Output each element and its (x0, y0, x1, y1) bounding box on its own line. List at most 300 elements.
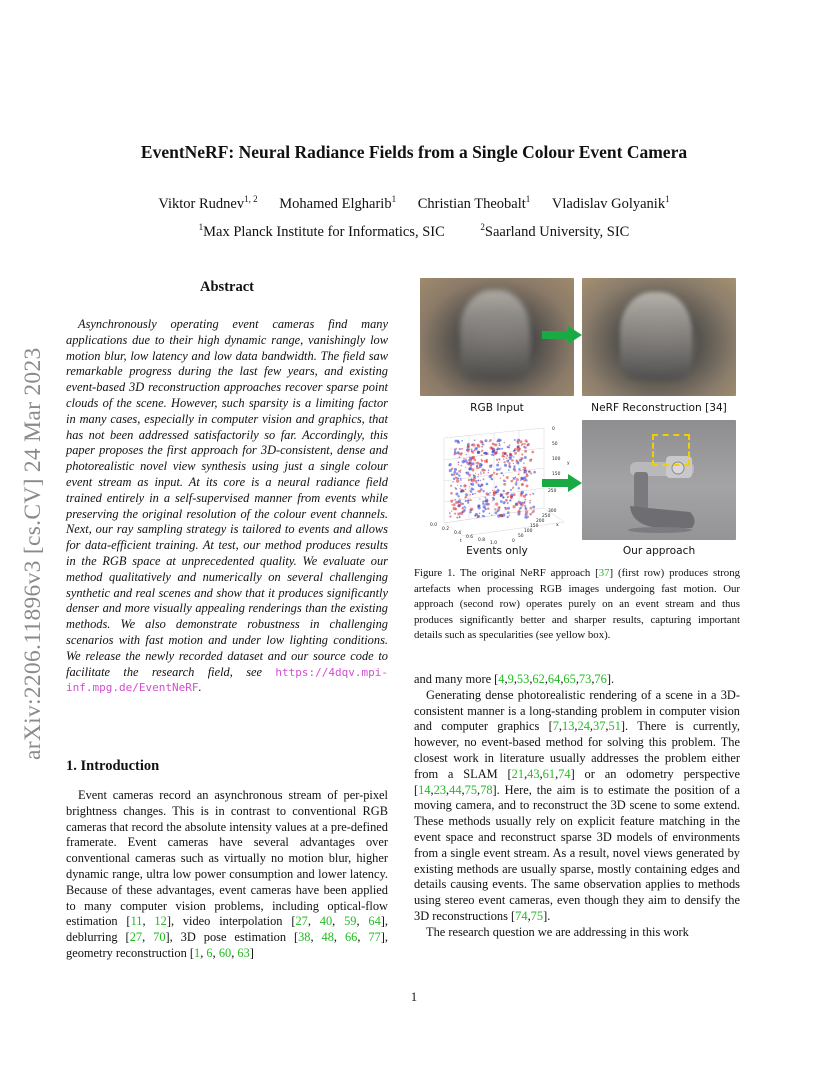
event-point (474, 459, 477, 462)
event-point (515, 481, 517, 483)
event-point (489, 446, 492, 449)
event-point (455, 488, 457, 490)
event-point (457, 495, 459, 497)
paper-title: EventNeRF: Neural Radiance Fields from a Single Colour Event Camera (140, 142, 688, 162)
event-point (482, 490, 484, 492)
event-point (493, 493, 496, 496)
x-tick: 250 (542, 514, 551, 519)
citation[interactable]: 24 (577, 719, 590, 734)
citation[interactable]: 14 (418, 782, 431, 797)
event-point (507, 502, 509, 504)
citation[interactable]: 74 (558, 766, 571, 781)
event-point (485, 508, 487, 510)
event-point (455, 508, 458, 511)
citation[interactable]: 63 (237, 945, 250, 960)
event-point (467, 502, 469, 504)
event-point (485, 499, 488, 502)
event-point (524, 505, 526, 507)
event-point (516, 478, 519, 481)
event-point (468, 479, 470, 481)
event-point (470, 478, 472, 480)
citation[interactable]: 27 (129, 930, 143, 945)
event-point (475, 513, 478, 516)
event-point (473, 474, 475, 476)
citation[interactable]: 37 (598, 567, 610, 579)
event-point (486, 483, 489, 486)
event-point (478, 451, 479, 452)
citation[interactable]: 59 (344, 914, 357, 929)
event-point (489, 441, 491, 443)
event-point (453, 478, 455, 480)
event-point (524, 499, 526, 501)
event-point (497, 489, 499, 491)
event-point (449, 463, 452, 466)
event-point (513, 449, 515, 451)
y-tick: 250 (548, 489, 557, 494)
figure-1 (414, 278, 744, 562)
event-point (460, 477, 462, 479)
event-point (465, 458, 466, 459)
event-point (488, 470, 490, 472)
author: Mohamed Elgharib$^1$ (279, 194, 397, 212)
event-point (491, 478, 494, 481)
citation[interactable]: 4 (498, 672, 505, 686)
event-point (465, 495, 467, 497)
event-point (525, 493, 527, 495)
event-point (460, 465, 462, 467)
event-point (501, 448, 503, 450)
event-point (481, 443, 483, 445)
event-point (457, 485, 458, 486)
intro-paragraph: Event cameras record an asynchronous stream of per-pixel brightness changes. This is in contrast to conventional RGB cameras that record the absolute intensity values at a pre-defined framerate. Event cameras have several advantages over conventional cameras such as virtually no motion blur, higher dynamic range, ultra low power consumption and lower latency. Because of these advantages, event cameras have been applied to many computer vision problems, including optical-flow estimation [11, 12], video interpolation [27, 40, 59, 64], deblurring [27, 70], 3D pose estimation [38, 48, 66, 77], geometry reconstruction [1, 6, 60, 63] (66, 788, 389, 960)
event-point (513, 465, 515, 467)
paragraph: The research question we are addressing in this work (426, 924, 689, 939)
affiliation: $^2$Saarland University, SIC (480, 222, 630, 240)
event-point (457, 441, 460, 444)
event-point (451, 473, 454, 476)
event-point (470, 499, 472, 501)
x-tick: 100 (524, 529, 533, 534)
event-point (513, 469, 515, 471)
event-point (492, 500, 493, 501)
author: Vladislav Golyanik$^1$ (551, 194, 670, 212)
label-rgb-input: RGB Input (470, 402, 524, 414)
event-point (493, 472, 495, 474)
event-point (513, 505, 516, 508)
event-point (498, 462, 499, 463)
event-point (479, 513, 481, 515)
paragraph: Generating dense photorealistic rendering of a scene in a 3D-consistent manner is a long-standing problem in computer vision and computer graphics [7,13,24,37,51]. There is currently, however, no event-based method for solving this problem. The closest work in literature usually addresses the problem either from a SLAM [21,43,61,74] or an odometry perspective [14,23,44,75,78]. Here, the aim is to estimate the position of a moving camera, and to reconstruct the 3D scene to some extend. These methods usually rely on explicit feature matching in the event space and reconstruct sparse 3D models of environments from a single event stream. As a result, novel views generated by existing methods are usually sparse, mostly containing edges and details causing events. The same observation applies to methods using stereo event cameras, even though they aim to densify the 3D reconstructions [74,75]. (414, 687, 740, 923)
citation[interactable]: 51 (608, 719, 621, 734)
event-point (469, 511, 471, 513)
event-point (532, 510, 535, 513)
event-point (474, 447, 477, 450)
event-point (467, 500, 469, 502)
event-point (492, 443, 495, 446)
event-point (469, 509, 471, 511)
event-point (450, 492, 453, 495)
event-point (484, 516, 486, 518)
citation[interactable]: 1 (194, 945, 201, 960)
event-point (480, 473, 482, 475)
event-point (518, 473, 520, 475)
event-point (496, 468, 499, 471)
event-point (515, 503, 518, 506)
event-point (466, 454, 467, 455)
event-point (524, 456, 527, 459)
event-point (531, 451, 534, 454)
event-point (517, 446, 520, 449)
event-point (506, 454, 508, 456)
arxiv-stamp (14, 282, 54, 762)
event-point (480, 472, 481, 473)
event-point (449, 469, 452, 472)
event-point (471, 483, 474, 486)
event-point (503, 475, 505, 477)
y-tick: 100 (552, 457, 561, 462)
event-point (457, 501, 459, 503)
figure-1-caption: Figure 1. The original NeRF approach [37] (first row) produces strong artefacts when processing RGB images undergoing fast motion. Our approach (second row) operates purely on an event stream and thus produces significantly better and sharper results, capturing important details such as specularities (see yellow box). (414, 567, 740, 641)
right-column-text (414, 672, 740, 941)
event-point (459, 453, 462, 456)
event-point (463, 458, 465, 460)
event-point (508, 469, 510, 471)
event-point (458, 461, 459, 462)
citation[interactable]: 9 (507, 672, 514, 686)
event-point (477, 444, 480, 447)
event-point (453, 473, 455, 475)
event-point (504, 442, 506, 444)
event-point (482, 500, 484, 502)
event-point (533, 471, 536, 474)
event-point (506, 476, 509, 479)
event-point (462, 507, 464, 509)
event-point (458, 474, 460, 476)
t-tick: 0.8 (478, 538, 485, 543)
event-point (449, 515, 451, 517)
event-point (530, 507, 533, 510)
author-list (0, 194, 828, 213)
event-point (509, 500, 511, 502)
event-point (504, 502, 505, 503)
abstract-heading: Abstract (200, 279, 254, 295)
event-point (459, 517, 461, 519)
event-point (473, 453, 474, 454)
citation[interactable]: 61 (542, 766, 556, 781)
event-point (519, 459, 522, 462)
event-point (514, 439, 516, 441)
event-point (480, 488, 482, 490)
x-tick: 50 (518, 534, 524, 539)
event-point (503, 456, 505, 458)
event-point (463, 460, 465, 462)
event-point (492, 490, 493, 491)
event-point (526, 484, 529, 487)
event-point (489, 513, 490, 514)
citation[interactable]: 37 (593, 719, 606, 734)
event-point (450, 500, 453, 503)
affiliation-list (0, 222, 828, 241)
event-point (507, 507, 510, 510)
event-point (455, 477, 456, 478)
event-point (522, 502, 523, 503)
event-point (513, 463, 514, 464)
nerf-reconstruction-image (582, 278, 736, 396)
event-point (469, 486, 470, 487)
event-point (524, 450, 527, 453)
event-point (498, 468, 500, 470)
event-point (471, 448, 473, 450)
event-point (528, 471, 530, 473)
citation[interactable]: 60 (218, 945, 232, 960)
event-point (528, 443, 529, 444)
event-point (471, 450, 473, 452)
event-point (477, 476, 478, 477)
citation[interactable]: 38 (298, 930, 311, 945)
event-point (477, 516, 479, 518)
section-heading-introduction: 1. Introduction (66, 758, 160, 774)
citation[interactable]: 48 (321, 930, 334, 945)
citation[interactable]: 66 (344, 930, 358, 945)
t-tick: 1.0 (490, 541, 497, 546)
event-point (517, 512, 520, 515)
event-point (523, 462, 525, 464)
event-point (476, 462, 479, 465)
event-point (519, 503, 520, 504)
event-point (460, 488, 461, 489)
event-point (487, 507, 490, 510)
event-point (529, 502, 531, 504)
event-point (454, 452, 457, 455)
citation[interactable]: 76 (594, 672, 607, 686)
event-point (515, 483, 516, 484)
citation[interactable]: 70 (153, 930, 166, 945)
citation[interactable]: 74 (515, 908, 528, 923)
arxiv-stamp-text: arXiv:2206.11896v3 [cs.CV] 24 Mar 2023 (20, 347, 46, 760)
event-point (496, 473, 498, 475)
event-point (460, 485, 462, 487)
x-tick: 0 (512, 539, 515, 544)
event-point (483, 478, 485, 480)
citation[interactable]: 78 (480, 782, 493, 797)
event-point (485, 439, 488, 442)
event-point (500, 500, 503, 503)
event-point (517, 442, 520, 445)
citation[interactable]: 7 (552, 719, 559, 734)
event-point (526, 444, 528, 446)
event-point (460, 469, 461, 470)
event-point (500, 467, 501, 468)
event-point (514, 452, 517, 455)
event-point (474, 493, 476, 495)
citation[interactable]: 64 (368, 914, 381, 929)
event-point (495, 503, 498, 506)
event-point (509, 444, 511, 446)
label-our-approach: Our approach (622, 545, 696, 557)
event-point (465, 500, 467, 502)
event-point (498, 443, 499, 444)
event-point (477, 480, 479, 482)
event-point (489, 492, 490, 493)
citation[interactable]: 65 (563, 672, 576, 686)
citation[interactable]: 75 (530, 908, 544, 923)
event-point (508, 460, 509, 461)
t-tick: 0.0 (430, 523, 437, 528)
event-point (472, 443, 475, 446)
event-point (500, 478, 501, 479)
event-point (491, 474, 494, 477)
citation[interactable]: 6 (206, 945, 213, 960)
event-point (529, 459, 532, 462)
event-point (499, 444, 501, 446)
event-point (477, 504, 480, 507)
citation[interactable]: 23 (433, 782, 447, 797)
event-point (522, 484, 523, 485)
event-point (469, 490, 470, 491)
event-point (457, 504, 460, 507)
event-point (518, 487, 520, 489)
event-point (462, 503, 464, 505)
event-point (497, 506, 500, 509)
our-approach-image (582, 420, 736, 540)
citation[interactable]: 73 (578, 672, 592, 686)
event-point (504, 452, 507, 455)
event-point (492, 497, 494, 499)
event-point (508, 464, 510, 466)
citation[interactable]: 21 (511, 766, 525, 781)
citation[interactable]: 75 (464, 782, 478, 797)
event-point (520, 457, 521, 458)
event-point (457, 451, 460, 454)
event-point (520, 477, 522, 479)
event-point (494, 452, 497, 455)
event-point (453, 503, 456, 506)
event-point (453, 471, 456, 474)
event-point (521, 443, 523, 445)
event-point (521, 491, 524, 494)
event-point (475, 480, 477, 482)
event-point (467, 446, 470, 449)
event-point (532, 506, 535, 509)
event-point (491, 447, 492, 448)
event-point (459, 498, 460, 499)
y-tick: 0 (552, 427, 555, 432)
arrow-right-icon (542, 474, 582, 492)
event-point (499, 507, 500, 508)
paragraph: and many more [4,9,53,62,64,65,73,76]. (414, 672, 615, 686)
citation[interactable]: 77 (368, 930, 381, 945)
event-point (529, 500, 531, 502)
event-point (462, 509, 465, 512)
event-point (451, 504, 452, 505)
event-point (503, 490, 505, 492)
event-point (529, 513, 531, 515)
event-point (469, 467, 472, 470)
event-point (488, 472, 489, 473)
citation[interactable]: 43 (527, 766, 540, 781)
x-tick: 200 (536, 519, 545, 524)
event-point (491, 454, 493, 456)
event-point (454, 468, 457, 471)
event-point (458, 456, 460, 458)
event-point (455, 492, 458, 495)
event-point (452, 481, 454, 483)
event-point (525, 511, 528, 514)
t-tick: 0.4 (454, 531, 461, 536)
y-tick: 150 (552, 472, 561, 477)
event-point (525, 479, 527, 481)
event-point (456, 479, 459, 482)
event-point (507, 516, 509, 518)
y-axis-label: y (567, 461, 570, 466)
event-point (502, 496, 504, 498)
event-point (493, 455, 494, 456)
project-link[interactable]: https://4dqv.mpi-inf.mpg.de/EventNeRF (66, 665, 388, 695)
event-point (459, 448, 461, 450)
abstract-body: Asynchronously operating event cameras find many applications due to their high dynamic range, vanishingly low motion blur, low latency and low data bandwidth. The field saw remarkable progress during the last few years, and existing event-based 3D reconstruction approaches recover sparse point clouds of the scene. However, such sparsity is a limiting factor in many cases, especially in computer vision and graphics, that has not been addressed satisfactorily so far. Accordingly, this paper proposes the first approach for 3D-consistent, dense and photorealistic novel view synthesis using just a single colour event stream as input. At its core is a neural radiance field trained entirely in a self-supervised manner from events while preserving the original resolution of the colour event channels. Next, our ray sampling strategy is tailored to events and allows for data-efficient training. At test, our method produces results in the RGB space at unprecedented quality. We evaluate our method qualitatively and numerically on several challenging synthetic and real scenes and show that it produces significantly denser and more visually appealing renderings than the existing methods. We also demonstrate robustness in challenging scenarios with fast motion and under low lighting conditions. We release the newly recorded dataset and our source code to facilitate the research field, see https://4dqv.mpi-inf.mpg.de/EventNeRF. (66, 317, 388, 695)
event-point (481, 454, 483, 456)
highlight-box (652, 434, 690, 466)
event-point (472, 493, 474, 495)
event-point (489, 465, 492, 468)
event-point (512, 488, 513, 489)
t-tick: 0.2 (442, 527, 449, 532)
event-point (479, 498, 480, 499)
event-point (460, 479, 462, 481)
event-point (491, 514, 492, 515)
event-point (496, 459, 498, 461)
event-point (518, 468, 520, 470)
event-point (511, 459, 514, 462)
event-point (476, 466, 479, 469)
event-point (524, 446, 527, 449)
event-point (494, 449, 496, 451)
event-point (475, 462, 476, 463)
event-point (497, 447, 500, 450)
event-point (520, 494, 523, 497)
event-point (464, 485, 465, 486)
event-point (508, 462, 510, 464)
event-point (513, 456, 515, 458)
citation[interactable]: 13 (562, 719, 575, 734)
x-tick: 300 (548, 509, 557, 514)
citation[interactable]: 11 (130, 914, 143, 929)
citation[interactable]: 27 (295, 914, 308, 929)
event-point (457, 512, 460, 515)
event-point (516, 459, 518, 461)
event-point (467, 450, 470, 453)
event-point (519, 440, 522, 443)
arrow-right-icon (542, 326, 582, 344)
citation[interactable]: 62 (532, 672, 545, 686)
event-point (510, 489, 512, 491)
event-point (469, 463, 472, 466)
event-point (475, 481, 477, 483)
event-point (469, 494, 471, 496)
event-point (509, 515, 510, 516)
citation[interactable]: 44 (449, 782, 462, 797)
event-point (507, 497, 508, 498)
event-point (505, 492, 508, 495)
citation[interactable]: 40 (319, 914, 333, 929)
citation[interactable]: 12 (154, 914, 167, 929)
citation[interactable]: 64 (547, 672, 561, 686)
event-point (495, 486, 497, 488)
event-point (520, 479, 522, 481)
citation[interactable]: 53 (516, 672, 530, 686)
event-point (465, 488, 467, 490)
event-point (456, 472, 459, 475)
